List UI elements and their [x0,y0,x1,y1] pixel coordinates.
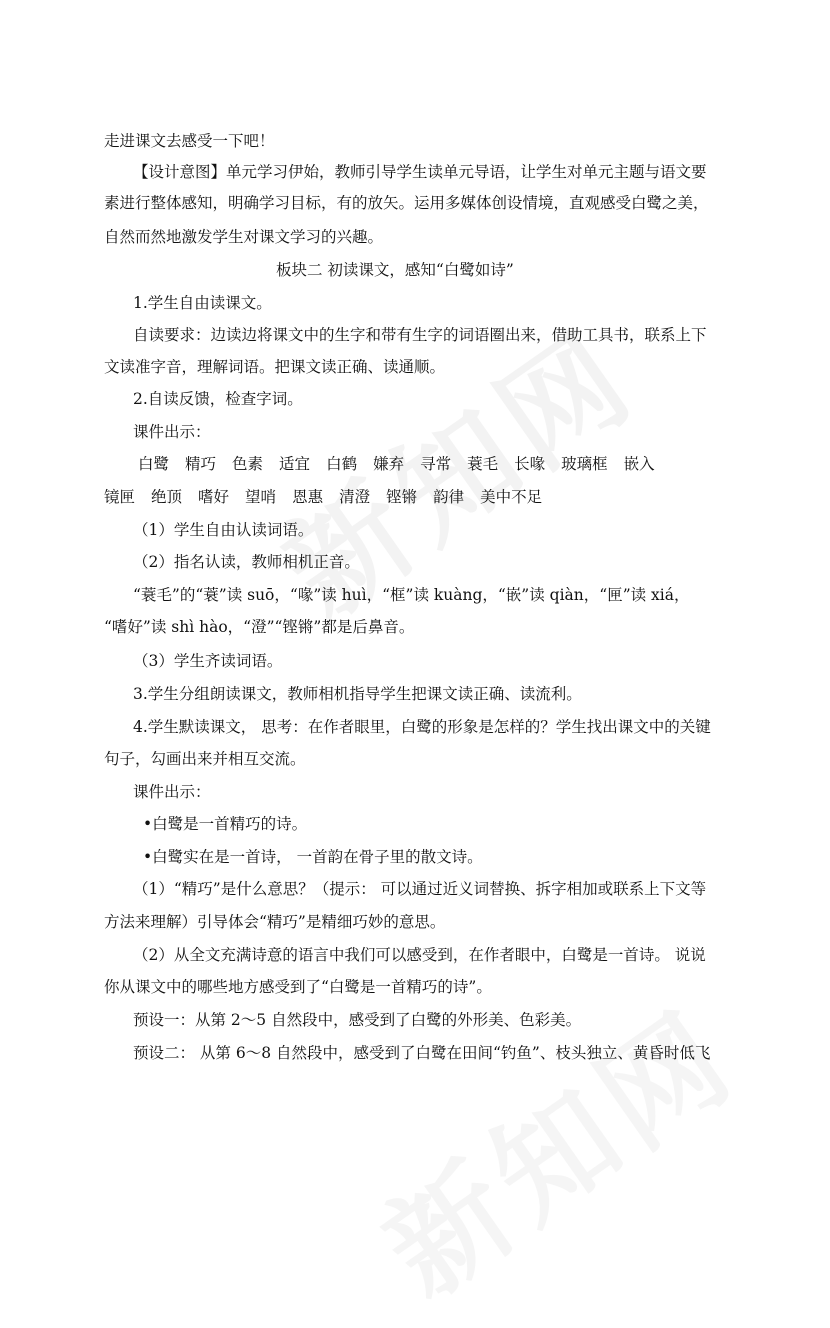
text-line: 方法来理解）引导体会“精巧”是精细巧妙的意思。 [104,913,446,931]
text-line: （1）学生自由认读词语。 [133,521,314,539]
vocab-word: 玻璃框 [561,455,608,473]
vocab-word: 恩惠 [292,488,324,506]
vocab-word: 嫌弃 [373,455,405,473]
vocab-row-2 [104,486,558,508]
vocab-word: 镜匣 [104,488,136,506]
bullet-item: •白鹭是一首精巧的诗。 [143,815,308,833]
vocab-word: 清澄 [339,488,371,506]
bullet-item: •白鹭实在是一首诗， 一首韵在骨子里的散文诗。 [143,848,483,866]
text-line: 4.学生默读课文， 思考：在作者眼里，白鹭的形象是怎样的？学生找出课文中的关键 [133,718,711,736]
text-line: （2）从全文充满诗意的语言中我们可以感受到，在作者眼中，白鹭是一首诗。 说说 [133,946,706,964]
design-intent-line: 【设计意图】单元学习伊始，教师引导学生读单元导语，让学生对单元主题与语文要 [133,163,707,181]
vocab-row-1 [138,453,671,475]
vocab-word: 美中不足 [480,488,543,506]
vocab-word: 寻常 [420,455,452,473]
text-line: 自然而然地激发学生对课文学习的兴趣。 [104,228,384,246]
courseware-label: 课件出示： [133,783,211,801]
text-line: （1）“精巧”是什么意思？（提示： 可以通过近义词替换、拆字相加或联系上下文等 [133,880,707,898]
text-line: 走进课文去感受一下吧！ [104,132,275,150]
text-line: 3.学生分组朗读课文，教师相机指导学生把课文读正确、读流利。 [133,685,582,703]
preset-line: 预设一：从第 2～5 自然段中，感受到了白鹭的外形美、色彩美。 [133,1011,582,1029]
pronunciation-line: “蓑毛”的“蓑”读 suō，“喙”读 huì，“框”读 kuàng，“嵌”读 qiàn，“匣”读 xiá， [133,586,690,604]
text-line: 你从课文中的哪些地方感受到了“白鹭是一首精巧的诗”。 [104,978,492,996]
vocab-word: 色素 [232,455,264,473]
text-line: 1.学生自由读课文。 [133,294,272,312]
text-line: （2）指名认读，教师相机正音。 [133,553,360,571]
vocab-word: 适宜 [279,455,311,473]
preset-line: 预设二： 从第 6～8 自然段中，感受到了白鹭在田间“钓鱼”、枝头独立、黄昏时低飞 [133,1044,711,1062]
vocab-word: 铿锵 [386,488,418,506]
vocab-word: 白鹤 [326,455,358,473]
text-line: （3）学生齐读词语。 [133,652,283,670]
vocab-word: 绝顶 [151,488,183,506]
vocab-word: 韵律 [433,488,465,506]
vocab-word: 精巧 [185,455,217,473]
vocab-word: 蓑毛 [467,455,499,473]
text-line: 素进行整体感知，明确学习目标，有的放矢。运用多媒体创设情境，直观感受白鹭之美， [104,194,709,212]
courseware-label: 课件出示： [133,423,211,441]
text-line: 2.自读反馈，检查字词。 [133,390,303,408]
section-heading: 板块二 初读课文，感知“白鹭如诗” [276,261,514,279]
vocab-word: 望哨 [245,488,277,506]
text-line: 句子，勾画出来并相互交流。 [104,750,306,768]
text-line: 自读要求：边读边将课文中的生字和带有生字的词语圈出来，借助工具书，联系上下 [133,326,707,344]
vocab-word: 嵌入 [623,455,655,473]
pronunciation-line: “嗜好”读 shì hào，“澄”“铿锵”都是后鼻音。 [104,618,415,636]
vocab-word: 长喙 [514,455,546,473]
vocab-word: 嗜好 [198,488,230,506]
vocab-word: 白鹭 [138,455,170,473]
text-line: 文读准字音，理解词语。把课文读正确、读通顺。 [104,358,446,376]
